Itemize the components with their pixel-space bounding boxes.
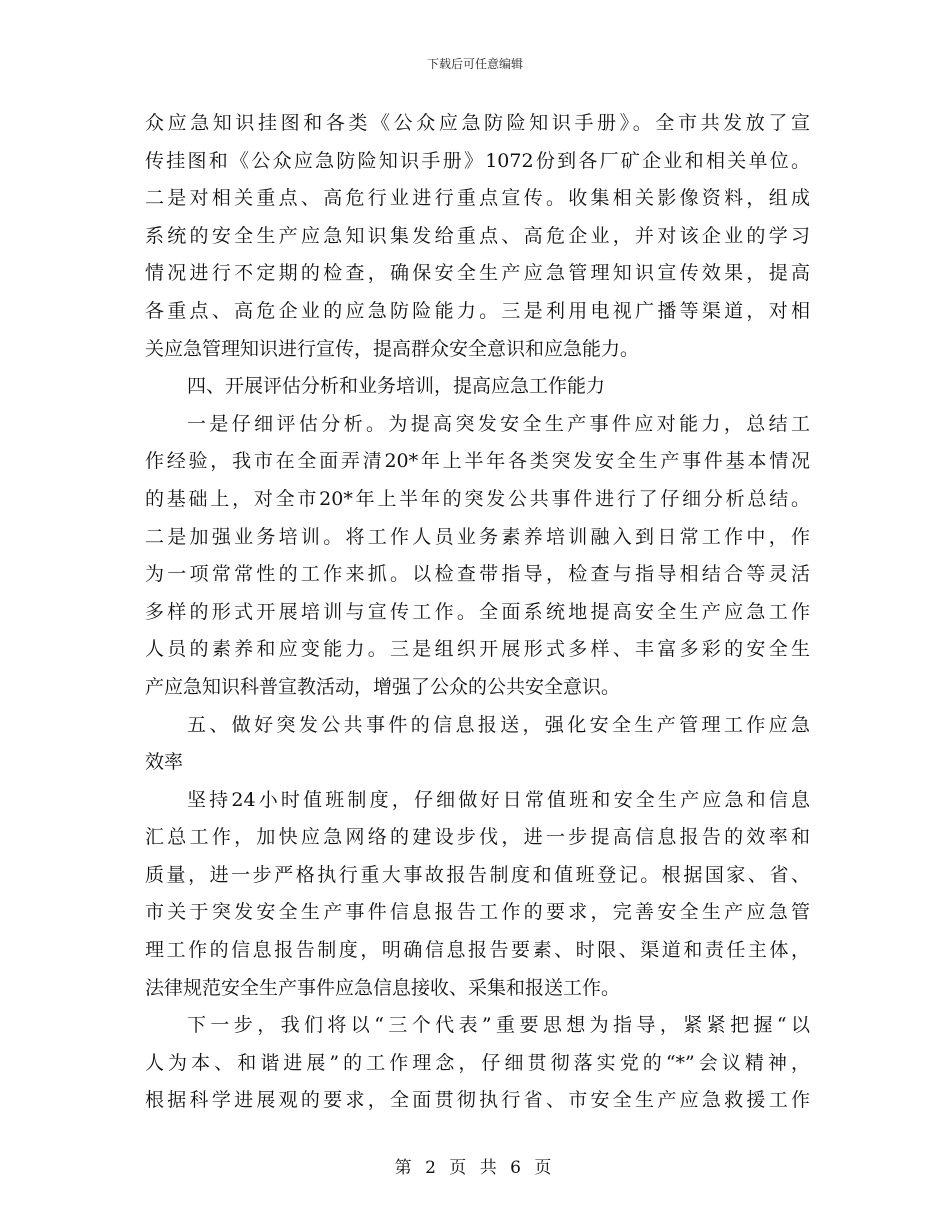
document-body [145,105,810,1120]
text-line: 理工作的信息报告制度，明确信息报告要素、时限、渠道和责任主体， [145,939,810,962]
section-heading-continued: 效率 [145,751,184,774]
text-line: 作经验，我市在全面弄清20*年上半年各类突发安全生产事件基本情况 [145,450,810,473]
section-heading: 五、做好突发公共事件的信息报送，强化安全生产管理工作应急 [187,713,810,736]
text-line: 人为本、和谐进展”的工作理念，仔细贯彻落实党的“*”会议精神， [145,1051,810,1074]
text-line: 根据科学进展观的要求，全面贯彻执行省、市安全生产应急救援工作 [145,1089,810,1112]
text-line: 产应急知识科普宣教活动，增强了公众的公共安全意识。 [145,675,621,698]
text-line: 的基础上，对全市20*年上半年的突发公共事件进行了仔细分析总结。 [145,487,810,510]
text-line: 众应急知识挂图和各类《公众应急防险知识手册》。全市共发放了宣 [145,112,810,134]
page-number-footer: 第 2 页 共 6 页 [394,1158,556,1178]
text-line: 法律规范安全生产事件应急信息接收、采集和报送工作。 [145,976,621,999]
text-line: 下一步，我们将以“三个代表”重要思想为指导，紧紧把握“以 [187,1014,810,1037]
text-line: 质量，进一步严格执行重大事故报告制度和值班登记。根据国家、省、 [145,863,810,886]
text-line: 汇总工作，加快应急网络的建设步伐，进一步提高信息报告的效率和 [145,826,810,849]
text-line: 各重点、高危企业的应急防险能力。三是利用电视广播等渠道，对相 [145,299,810,322]
text-line: 人员的素养和应变能力。三是组织开展形式多样、丰富多彩的安全生 [145,638,810,661]
text-line: 二是加强业务培训。将工作人员业务素养培训融入到日常工作中，作 [145,525,810,548]
text-line: 情况进行不定期的检查，确保安全生产应急管理知识宣传效果，提高 [145,262,810,285]
text-line: 一是仔细评估分析。为提高突发安全生产事件应对能力，总结工 [187,412,810,435]
text-line: 坚持24小时值班制度，仔细做好日常值班和安全生产应急和信息 [187,788,810,811]
text-line: 为一项常常性的工作来抓。以检查带指导，检查与指导相结合等灵活 [145,563,810,586]
text-line: 关应急管理知识进行宣传，提高群众安全意识和应急能力。 [145,337,640,360]
text-line: 传挂图和《公众应急防险知识手册》1072份到各厂矿企业和相关单位。 [145,149,810,172]
text-line: 二是对相关重点、高危行业进行重点宣传。收集相关影像资料，组成 [145,187,810,210]
text-line: 多样的形式开展培训与宣传工作。全面系统地提高安全生产应急工作 [145,600,810,623]
page-header: 下载后可任意编辑 [426,57,523,71]
text-line: 市关于突发安全生产事件信息报告工作的要求，完善安全生产应急管 [145,901,810,924]
section-heading: 四、开展评估分析和业务培训，提高应急工作能力 [187,375,606,398]
text-line: 系统的安全生产应急知识集发给重点、高危企业，并对该企业的学习 [145,224,810,247]
